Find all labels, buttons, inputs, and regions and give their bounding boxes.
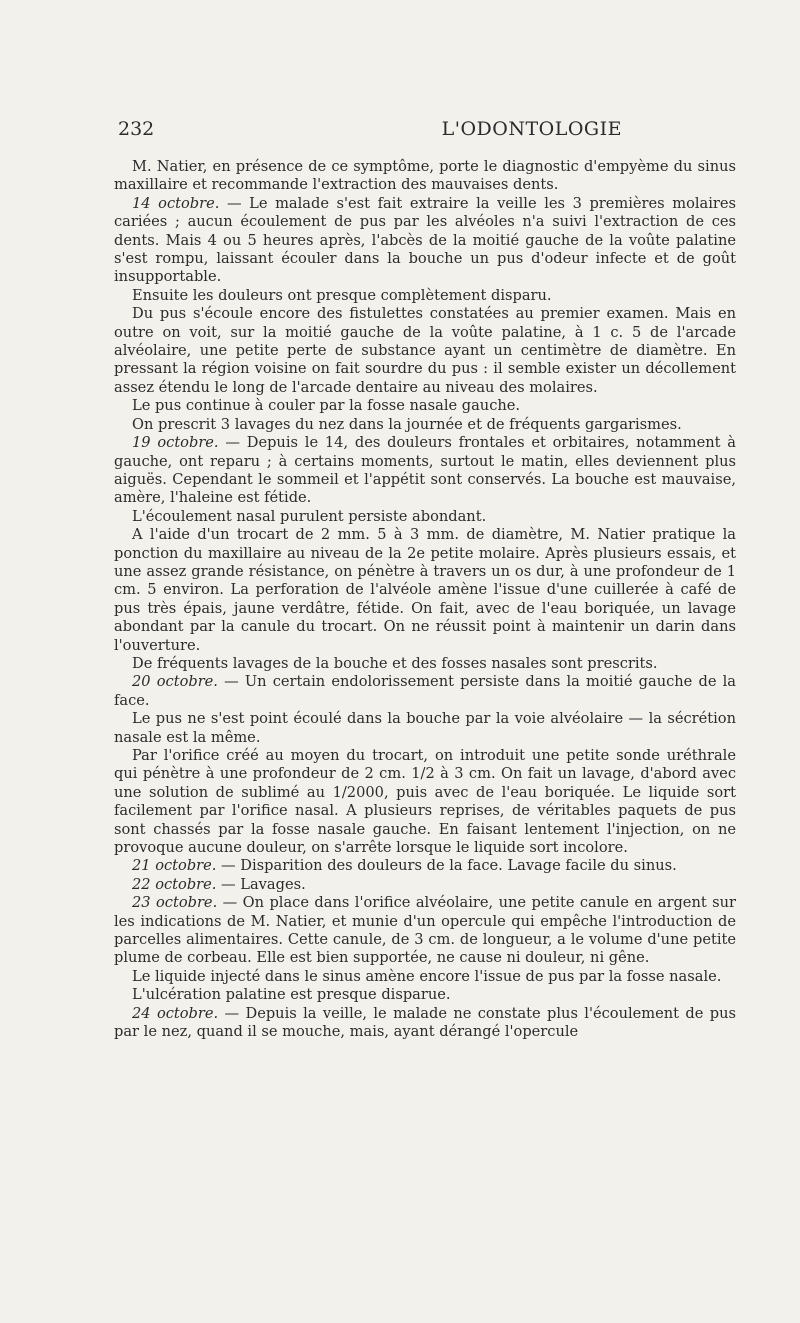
paragraph — [114, 986, 736, 1004]
paragraph-text: Du pus s'écoule encore des fistulettes constatées au premier examen. Mais en outre on voit, sur la moitié gauche de la voûte palatine, à 1 c. 5 de l'arcade alvéolaire, une petite perte de substance ayant un centimètre de diamètre. En pressant la région voisine on fait sourdre du pus : il semble exister un décollement assez étendu le long de l'arcade dentaire au niveau des molaires. — [114, 305, 736, 396]
paragraph-text: — Disparition des douleurs de la face. Lavage facile du sinus. — [216, 857, 677, 875]
paragraph — [114, 397, 736, 415]
body-text — [114, 158, 736, 1042]
page-header — [114, 118, 736, 158]
paragraph — [114, 508, 736, 526]
paragraph — [114, 526, 736, 655]
paragraph-text: On prescrit 3 lavages du nez dans la journée et de fréquents gargarismes. — [132, 415, 682, 433]
entry-date: 23 octobre. — [132, 894, 218, 912]
page — [114, 118, 736, 1042]
paragraph — [114, 968, 736, 986]
paragraph — [114, 857, 736, 875]
running-title: L'ODONTOLOGIE — [441, 118, 622, 140]
paragraph — [114, 287, 736, 305]
paragraph-text: Le pus continue à couler par la fosse nasale gauche. — [132, 397, 521, 415]
paragraph — [114, 710, 736, 747]
page-number: 232 — [118, 118, 155, 140]
paragraph — [114, 673, 736, 710]
paragraph-text: — Un certain endolorissement persiste dans la moitié gauche de la face. — [114, 673, 736, 709]
paragraph — [114, 655, 736, 673]
paragraph — [114, 416, 736, 434]
paragraph-text: L'ulcération palatine est presque disparue. — [132, 986, 451, 1004]
paragraph — [114, 158, 736, 195]
entry-date: 24 octobre. — [132, 1004, 219, 1022]
entry-date: 21 octobre. — [132, 857, 217, 875]
entry-date: 14 octobre. — [132, 194, 220, 212]
paragraph — [114, 876, 736, 894]
paragraph-text: Par l'orifice créé au moyen du trocart, on introduit une petite sonde uréthrale qui pénètre à une profondeur de 2 cm. 1/2 à 3 cm. On fait un lavage, d'abord avec une solution de sublimé au 1/2000, puis avec de l'eau boriquée. Le liquide sort facilement par l'orifice nasal. A plusieurs reprises, de véritables paquets de pus sont chassés par la fosse nasale gauche. En faisant lentement l'injection, on ne provoque aucune douleur, on s'arrête lorsque le liquide sort incolore. — [114, 747, 736, 857]
paragraph — [114, 894, 736, 968]
paragraph-text: — Lavages. — [216, 875, 306, 893]
paragraph — [114, 1005, 736, 1042]
paragraph-text: — Depuis le 14, des douleurs frontales et orbitaires, notamment à gauche, ont reparu ; à certains moments, surtout le matin, elles deviennent plus aiguës. Cependant le sommeil et l'appétit sont conservés. La bouche est mauvaise, amère, l'haleine est fétide. — [114, 434, 736, 507]
paragraph — [114, 747, 736, 857]
paragraph-text: De fréquents lavages de la bouche et des fosses nasales sont prescrits. — [132, 654, 658, 672]
paragraph-text: — On place dans l'orifice alvéolaire, une petite canule en argent sur les indications de M. Natier, et munie d'un opercule qui empêche l'introduction de parcelles alimentaires. Cette canule, de 3 cm. de longueur, a le volume d'une petite plume de corbeau. Elle est bien supportée, ne cause ni douleur, ni gêne. — [114, 894, 737, 967]
paragraph-text: — Le malade s'est fait extraire la veille les 3 premières molaires cariées ; aucun écoulement de pus par les alvéoles n'a suivi l'extraction de ces dents. Mais 4 ou 5 heures après, l'abcès de la moitié gauche de la voûte palatine s'est rompu, laissant écouler dans la bouche un pus d'odeur infecte et de goût insupportable. — [114, 194, 736, 286]
paragraph — [114, 305, 736, 397]
entry-date: 19 octobre. — [132, 434, 219, 452]
paragraph-text: L'écoulement nasal purulent persiste abondant. — [132, 507, 487, 525]
entry-date: 20 octobre. — [132, 673, 218, 691]
paragraph-text: Le liquide injecté dans le sinus amène encore l'issue de pus par la fosse nasale. — [132, 967, 722, 985]
paragraph-text: — Depuis la veille, le malade ne constate plus l'écoulement de pus par le nez, quand il se mouche, mais, ayant dérangé l'opercule — [114, 1004, 736, 1041]
paragraph — [114, 195, 736, 287]
paragraph — [114, 434, 736, 508]
entry-date: 22 octobre. — [132, 875, 217, 893]
paragraph-text: M. Natier, en présence de ce symptôme, porte le diagnostic d'empyème du sinus maxillaire et recommande l'extraction des mauvaises dents. — [114, 158, 736, 194]
paragraph-text: Le pus ne s'est point écoulé dans la bouche par la voie alvéolaire — la sécrétion nasale est la même. — [114, 710, 736, 746]
paragraph-text: A l'aide d'un trocart de 2 mm. 5 à 3 mm. de diamètre, M. Natier pratique la ponction du maxillaire au niveau de la 2e petite molaire. Après plusieurs essais, et une assez grande résistance, on pénètre à travers un os dur, à une profondeur de 1 cm. 5 environ. La perforation de l'alvéole amène l'issue d'une cuillerée à café de pus très épais, jaune verdâtre, fétide. On fait, avec de l'eau boriquée, un lavage abondant par la canule du trocart. On ne réussit point à maintenir un darin dans l'ouverture. — [114, 526, 736, 654]
paragraph-text: Ensuite les douleurs ont presque complètement disparu. — [132, 286, 552, 304]
